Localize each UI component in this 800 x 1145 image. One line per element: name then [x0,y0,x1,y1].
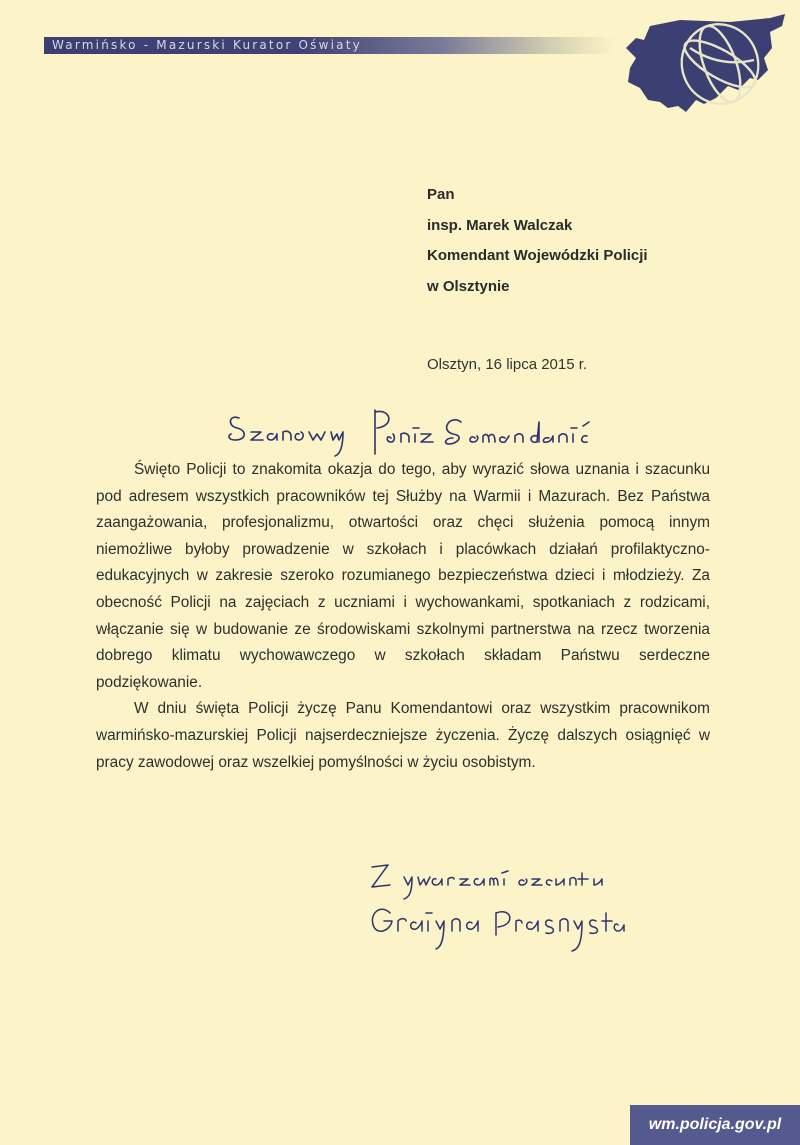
recipient-line: Komendant Wojewódzki Policji [427,247,648,264]
salutation-text [0,0,1,1]
footer-site-url: wm.policja.gov.pl [648,1116,782,1133]
logo-globe-map-icon [620,8,790,120]
recipient-line: w Olsztynie [427,277,510,295]
signature-text [0,0,1,1]
logo-region-shape [626,14,785,112]
recipient-line: Pan [427,186,455,203]
letterhead-bar [44,37,614,54]
letter-date: Olsztyn, 16 lipca 2015 r. [427,356,588,373]
body-paragraph: Święto Policji to znakomita okazja do tego, aby wyrazić słowa uznania i szacunku pod adresem wszystkich pracowników tej Służby na Warmii i Mazurach. Bez Państwa zaangażowania, profesjonalizmu, otwartości oraz chęci służenia pomocą innym niemożliwe byłoby prowadzenie w szkołach i placówkach działań profilaktyczno-edukacyjnych w zakresie szeroko rozumianego bezpieczeństwa dzieci i młodzieży. Za obecność Policji na zajęciach z uczniami i wychowankami, spotkaniach z rodzicami, włączanie się w budowanie ze środowiskami szkolnymi partnerstwa na rzecz tworzenia dobrego klimatu wychowawczego w szkołach składam Państwu serdeczne podziękowanie. [96,461,710,691]
letterhead-title: Warmińsko - Mazurski Kurator Oświaty [52,38,362,52]
recipient-address [427,180,648,302]
closing-regards-text [0,0,1,1]
body-paragraph: W dniu święta Policji życzę Panu Komendantowi oraz wszystkim pracownikom warmińsko-mazurskiej Policji najserdeczniejsze życzenia. Życzę dalszych osiągnięć w pracy zawodowej oraz wszelkiej pomyślności w życiu osobistym. [96,700,710,771]
footer-site-badge [630,1105,800,1145]
recipient-line: insp. Marek Walczak [427,216,573,234]
handwritten-signature [360,855,640,955]
letter-body [96,457,710,776]
handwritten-salutation [225,400,605,460]
